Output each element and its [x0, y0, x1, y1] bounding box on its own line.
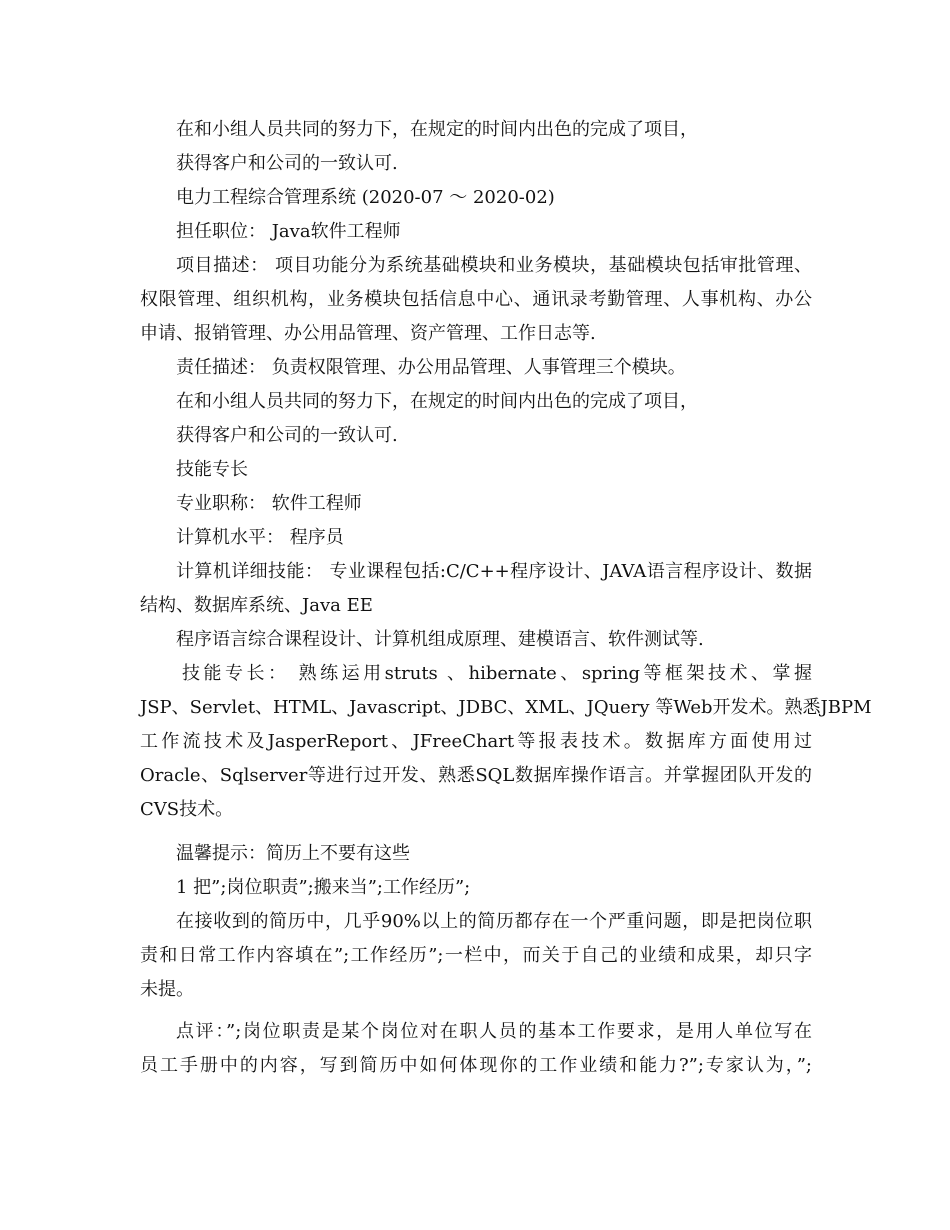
paragraph-line: 未提。 — [140, 979, 194, 1000]
paragraph-line: 责和日常工作内容填在”;工作经历”;一栏中，而关于自己的业绩和成果，却只字 — [140, 945, 812, 966]
paragraph-line: CVS技术。 — [140, 799, 234, 820]
paragraph-line: 工作流技术及JasperReport、JFreeChart等报表技术。数据库方面使用过 — [140, 731, 812, 752]
paragraph-line: 权限管理、组织机构，业务模块包括信息中心、通讯录考勤管理、人事机构、办公 — [140, 289, 812, 310]
paragraph-line: 点评：”;岗位职责是某个岗位对在职人员的基本工作要求，是用人单位写在 — [176, 1021, 812, 1042]
paragraph-line: 申请、报销管理、办公用品管理、资产管理、工作日志等. — [140, 323, 596, 344]
paragraph-line: 程序语言综合课程设计、计算机组成原理、建模语言、软件测试等. — [176, 629, 704, 650]
tip-heading: 温馨提示：简历上不要有这些 — [176, 843, 410, 864]
paragraph-line: JSP、Servlet、HTML、Javascript、JDBC、XML、JQuery 等Web开发术。熟悉JBPM — [140, 697, 872, 718]
paragraph-line: 1 把”;岗位职责”;搬来当”;工作经历”; — [176, 877, 471, 898]
paragraph-line: 计算机详细技能： 专业课程包括:C/C++程序设计、JAVA语言程序设计、数据 — [176, 561, 812, 582]
paragraph-line: Oracle、Sqlserver等进行过开发、熟悉SQL数据库操作语言。并掌握团队开发的 — [140, 765, 812, 786]
paragraph-line: 责任描述： 负责权限管理、办公用品管理、人事管理三个模块。 — [176, 357, 686, 378]
paragraph-line: 结构、数据库系统、Java EE — [140, 595, 373, 616]
paragraph-line: 技能专长： 熟练运用struts 、hibernate、spring等框架技术、掌握 — [182, 663, 812, 684]
paragraph-line: 计算机水平： 程序员 — [176, 527, 344, 548]
paragraph-line: 项目描述： 项目功能分为系统基础模块和业务模块，基础模块包括审批管理、 — [176, 255, 812, 276]
project-title: 电力工程综合管理系统 (2020-07 ～ 2020-02) — [176, 187, 555, 208]
paragraph-line: 获得客户和公司的一致认可. — [176, 153, 398, 174]
paragraph-line: 担任职位： Java软件工程师 — [176, 221, 401, 242]
paragraph-line: 在接收到的简历中，几乎90%以上的简历都存在一个严重问题，即是把岗位职 — [176, 911, 812, 932]
paragraph-line: 员工手册中的内容，写到简历中如何体现你的工作业绩和能力?”;专家认为，”; — [140, 1055, 812, 1076]
section-heading: 技能专长 — [176, 459, 248, 480]
paragraph-line: 专业职称： 软件工程师 — [176, 493, 362, 514]
paragraph-line: 在和小组人员共同的努力下，在规定的时间内出色的完成了项目， — [176, 391, 698, 412]
paragraph-line: 获得客户和公司的一致认可. — [176, 425, 398, 446]
paragraph-line: 在和小组人员共同的努力下，在规定的时间内出色的完成了项目， — [176, 119, 698, 140]
